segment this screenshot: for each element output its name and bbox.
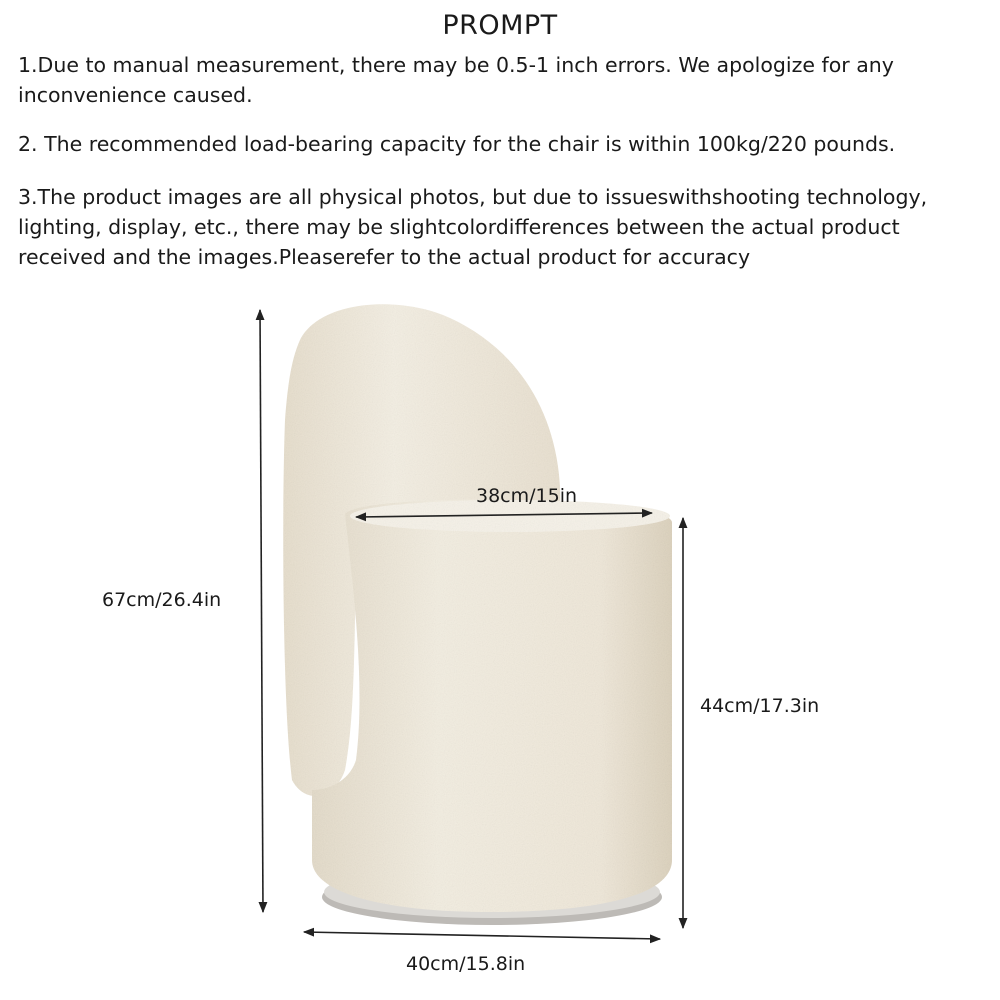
label-seat-width: 38cm/15in bbox=[476, 485, 578, 507]
label-total-height: 67cm/26.4in bbox=[102, 589, 222, 611]
label-base-width: 40cm/15.8in bbox=[406, 953, 526, 975]
note-measurement: 1.Due to manual measurement, there may be 0.5-1 inch errors. We apologize for any inconvenience caused. bbox=[18, 53, 901, 107]
chair-seat bbox=[312, 500, 672, 912]
note-load-capacity: 2. The recommended load-bearing capacity for the chair is within 100kg/220 pounds. bbox=[18, 132, 896, 156]
arrow-base-width bbox=[304, 932, 660, 939]
label-seat-height: 44cm/17.3in bbox=[700, 695, 820, 717]
arrow-total-height bbox=[260, 310, 263, 912]
note-color-difference: 3.The product images are all physical photos, but due to issueswithshooting technology, lighting, display, etc., there may be slightcolordifferences between the actual product received and the images.Pleaserefer to the actual product for accuracy bbox=[18, 185, 934, 269]
page-title: PROMPT bbox=[442, 10, 558, 41]
